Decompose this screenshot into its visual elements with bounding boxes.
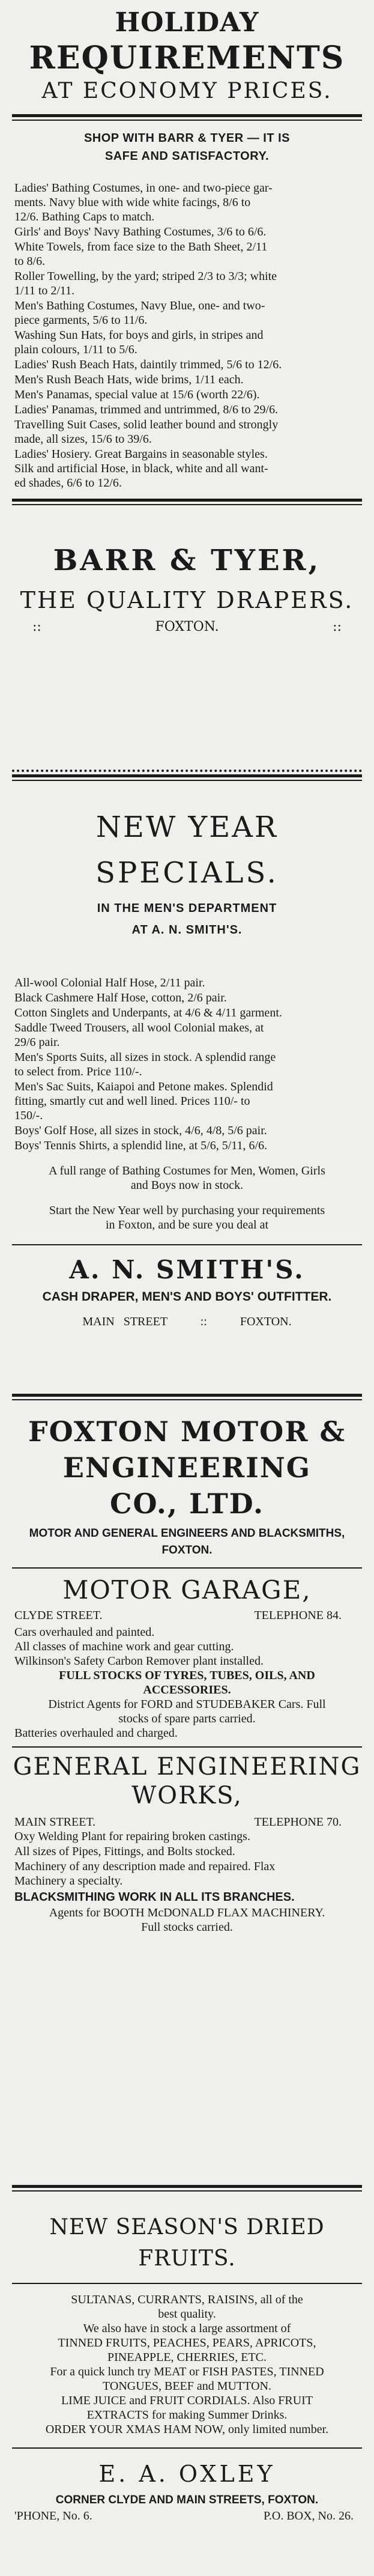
holiday-item — [14, 225, 366, 239]
dried-fruits-line: LIME JUICE and FRUIT CORDIALS. Also FRUIT — [61, 2394, 313, 2407]
new-year-item — [14, 991, 366, 1005]
dried-fruits-line: PINEAPPLE, CHERRIES, ETC. — [107, 2351, 267, 2364]
holiday-intro-line2: SAFE AND SATISFACTORY. — [104, 150, 270, 163]
holiday-item — [14, 447, 366, 490]
motor-garage-address-row — [8, 1608, 366, 1623]
foxton-motor-title-line3: CO., LTD. — [109, 1487, 265, 1520]
divider — [12, 774, 362, 781]
divider — [12, 114, 362, 121]
foxton-motor-title-line1: FOXTON MOTOR & — [28, 1415, 346, 1448]
holiday-item-line: Girls' and Boys' Navy Bathing Costumes, 3/6 to 6/6. — [14, 225, 267, 238]
holiday-item-line: Ladies' Rush Beach Hats, daintily trimmed, 5/6 to 12/6. — [14, 358, 282, 371]
new-year-item — [14, 1080, 366, 1123]
new-year-item-line: Men's Sac Suits, Kaiapoi and Petone makes. Splendid — [14, 1080, 273, 1093]
motor-garage-services — [8, 1625, 366, 1668]
holiday-item — [14, 402, 366, 417]
smith-tagline: CASH DRAPER, MEN'S AND BOYS' OUTFITTER. — [42, 1290, 332, 1304]
holiday-item — [14, 328, 366, 357]
holiday-intro-line1: SHOP WITH BARR & TYER — IT IS — [83, 132, 291, 145]
new-year-item — [14, 1138, 366, 1153]
works-item — [14, 1829, 366, 1844]
foxton-motor-town: FOXTON. — [161, 1544, 213, 1557]
foxton-motor-tagline: MOTOR AND GENERAL ENGINEERS AND BLACKSMITHS, — [29, 1527, 345, 1540]
holiday-item-line: 12/6. Bathing Caps to match. — [14, 210, 155, 223]
foxton-motor-ad — [8, 1400, 366, 2185]
holiday-item-line: 1/11 to 2/11. — [14, 284, 75, 297]
divider — [12, 2185, 362, 2192]
barr-tyer-name: BARR & TYER, — [53, 544, 321, 577]
motor-garage-street: CLYDE STREET. — [14, 1609, 103, 1622]
dried-fruits-line: TINNED FRUITS, PEACHES, PEARS, APRICOTS, — [58, 2336, 316, 2350]
new-year-ad — [8, 781, 366, 1394]
barr-tyer-town: FOXTON. — [155, 619, 219, 634]
holiday-item — [14, 299, 366, 327]
new-year-note-line: and Boys now in stock. — [130, 1179, 244, 1192]
new-year-item-line: Boys' Tennis Shirts, a splendid line, at 5/6, 5/11, 6/6. — [14, 1139, 268, 1152]
holiday-item-line: White Towels, from face size to the Bath Sheet, 2/11 — [14, 240, 268, 254]
works-title-line1: GENERAL ENGINEERING — [13, 1753, 361, 1781]
smith-name: A. N. SMITH'S. — [69, 1255, 305, 1284]
holiday-item-line: Ladies' Panamas, trimmed and untrimmed, 8/6 to 29/6. — [14, 403, 279, 416]
motor-garage-phone: TELEPHONE 84. — [254, 1609, 342, 1622]
holiday-item-line: ed shades, 6/6 to 12/6. — [14, 476, 122, 490]
divider — [12, 770, 362, 772]
oxley-box: P.O. BOX, No. 26. — [263, 2509, 354, 2523]
divider — [12, 499, 362, 505]
dried-fruits-ad — [8, 2192, 366, 2576]
holiday-item — [14, 240, 366, 269]
new-year-note-line: Start the New Year well by purchasing your requirements — [49, 1204, 325, 1217]
dots-ornament: :: — [333, 619, 342, 634]
barr-tyer-subtitle: THE QUALITY DRAPERS. — [20, 587, 354, 613]
barr-tyer-town-line — [8, 619, 366, 634]
works-blacksmith: BLACKSMITHING WORK IN ALL ITS BRANCHES. — [14, 1891, 295, 1904]
new-year-item-line: 150/-. — [14, 1109, 43, 1122]
holiday-title-line2: REQUIREMENTS — [29, 40, 345, 76]
holiday-item — [14, 181, 366, 224]
works-address-row — [8, 1815, 366, 1829]
works-agents-line: Agents for BOOTH McDONALD FLAX MACHINERY. — [49, 1906, 325, 1919]
divider — [12, 1394, 362, 1400]
new-year-note2 — [8, 1203, 366, 1232]
holiday-item-line: Roller Towelling, by the yard; striped 2/3 to 3/3; white — [14, 270, 277, 283]
divider — [12, 2283, 362, 2284]
new-year-note1 — [8, 1164, 366, 1192]
holiday-item-line: made, all sizes, 15/6 to 39/6. — [14, 433, 152, 446]
holiday-item — [14, 418, 366, 446]
holiday-item-line: Ladies' Hosiery. Great Bargains in seasonable styles. — [14, 448, 268, 461]
new-year-item — [14, 976, 366, 990]
new-year-item-line: to select from. Price 110/-. — [14, 1065, 142, 1078]
dried-fruits-text — [8, 2292, 366, 2437]
works-item — [14, 1844, 366, 1859]
oxley-address: CORNER CLYDE AND MAIN STREETS, FOXTON. — [55, 2494, 319, 2506]
holiday-title-line1: HOLIDAY — [115, 7, 259, 38]
works-agents — [8, 1906, 366, 1934]
new-year-item-line: Men's Sports Suits, all sizes in stock. A splendid range — [14, 1051, 276, 1064]
works-item — [14, 1859, 366, 1888]
new-year-title-line1: NEW YEAR — [95, 810, 279, 844]
works-agents-line: Full stocks carried. — [141, 1921, 233, 1934]
holiday-item — [14, 372, 366, 387]
works-street: MAIN STREET. — [14, 1815, 96, 1829]
holiday-item-line: ments. Navy blue with wide white facings, 8/6 to — [14, 196, 251, 209]
barr-tyer-ad — [8, 505, 366, 770]
divider — [12, 2447, 362, 2449]
new-year-item-list — [8, 976, 366, 1153]
dried-fruits-line: EXTRACTS for making Summer Drinks. — [86, 2408, 288, 2422]
new-year-item — [14, 1021, 366, 1050]
smith-address — [8, 1315, 366, 1329]
dots-ornament: :: — [32, 619, 41, 634]
holiday-item-line: Men's Bathing Costumes, Navy Blue, one- and two- — [14, 299, 265, 312]
new-year-item — [14, 1050, 366, 1079]
holiday-item-line: Men's Panamas, special value at 15/6 (worth 22/6). — [14, 388, 260, 401]
new-year-note-line: in Foxton, and be sure you deal at — [105, 1218, 269, 1232]
holiday-item-line: to 8/6. — [14, 255, 46, 268]
new-year-sub1: IN THE MEN'S DEPARTMENT — [97, 902, 277, 915]
new-year-item-line: fitting, smartly cut and well lined. Prices 110/- to — [14, 1095, 250, 1108]
holiday-ad — [8, 0, 366, 499]
motor-garage-stock — [8, 1668, 366, 1697]
dried-fruits-line: We also have in stock a large assortment of — [83, 2322, 291, 2335]
divider — [12, 1567, 362, 1569]
holiday-item-line: Travelling Suit Cases, solid leather bound and strongly — [14, 418, 279, 431]
oxley-name: E. A. OXLEY — [98, 2461, 276, 2487]
new-year-item-line: 29/6 pair. — [14, 1036, 60, 1049]
works-item-line: Machinery of any description made and repaired. Flax — [14, 1860, 276, 1873]
works-title-line2: WORKS, — [131, 1782, 243, 1809]
holiday-title-line3: AT ECONOMY PRICES. — [41, 79, 333, 103]
works-item-line: All sizes of Pipes, Fittings, and Bolts stocked. — [14, 1845, 235, 1858]
works-services — [8, 1829, 366, 1888]
divider — [12, 1746, 362, 1748]
holiday-item-line: Ladies' Bathing Costumes, in one- and two-piece gar- — [14, 181, 273, 195]
new-year-item-line: Cotton Singlets and Underpants, at 4/6 & 4/11 garment. — [14, 1006, 282, 1019]
holiday-item-line: Men's Rush Beach Hats, wide brims, 1/11 each. — [14, 373, 244, 386]
foxton-motor-title-line2: ENGINEERING — [62, 1451, 312, 1484]
garage-agents-line: District Agents for FORD and STUDEBAKER Cars. Full — [48, 1698, 326, 1711]
garage-service-line: Cars overhauled and painted. — [14, 1626, 155, 1639]
holiday-item — [14, 357, 366, 372]
new-year-note-line: A full range of Bathing Costumes for Men, Women, Girls — [49, 1164, 325, 1177]
garage-service-line: Wilkinson's Safety Carbon Remover plant installed. — [14, 1654, 264, 1668]
new-year-item — [14, 1123, 366, 1138]
dried-fruits-line: TONGUES, BEEF and MUTTON. — [103, 2380, 271, 2393]
new-year-sub2: AT A. N. SMITH'S. — [131, 923, 243, 937]
smith-street: MAIN STREET — [82, 1315, 167, 1328]
garage-service-line: All classes of machine work and gear cutting. — [14, 1640, 234, 1653]
new-year-item-line: Black Cashmere Half Hose, cotton, 2/6 pair. — [14, 991, 227, 1004]
holiday-item-line: Washing Sun Hats, for boys and girls, in stripes and — [14, 329, 264, 342]
holiday-item-line: plain colours, 1/11 to 5/6. — [14, 343, 137, 356]
divider — [12, 1244, 362, 1245]
holiday-item — [14, 387, 366, 402]
dried-fruits-line: For a quick lunch try MEAT or FISH PASTES, TINNED — [50, 2365, 324, 2378]
garage-agents-line: stocks of spare parts carried. — [118, 1712, 256, 1725]
holiday-item-list — [8, 181, 366, 490]
motor-garage-title: MOTOR GARAGE, — [62, 1575, 312, 1605]
dots-ornament: :: — [200, 1315, 207, 1328]
works-phone: TELEPHONE 70. — [254, 1815, 342, 1829]
dried-fruits-line: SULTANAS, CURRANTS, RAISINS, all of the — [71, 2293, 303, 2306]
motor-garage-batteries: Batteries overhauled and charged. — [14, 1727, 178, 1740]
new-year-item — [14, 1006, 366, 1020]
holiday-item-line: Silk and artificial Hose, in black, white and all want- — [14, 462, 268, 475]
new-year-title-line2: SPECIALS. — [95, 856, 279, 890]
garage-stock-line: FULL STOCKS OF TYRES, TUBES, OILS, AND — [59, 1669, 315, 1682]
dried-fruits-line: ORDER YOUR XMAS HAM NOW, only limited number. — [45, 2423, 329, 2436]
motor-garage-agents — [8, 1697, 366, 1726]
smith-town: FOXTON. — [240, 1315, 292, 1328]
holiday-item — [14, 269, 366, 298]
works-item-line: Machinery a specialty. — [14, 1874, 123, 1888]
garage-stock-line: ACCESSORIES. — [143, 1683, 231, 1697]
oxley-phone: 'PHONE, No. 6. — [14, 2509, 92, 2523]
oxley-contact-row — [8, 2509, 366, 2523]
new-year-item-line: Saddle Tweed Trousers, all wool Colonial makes, at — [14, 1021, 264, 1034]
dried-fruits-title: NEW SEASON'S DRIED FRUITS. — [49, 2215, 325, 2271]
holiday-item-line: piece garments, 5/6 to 11/6. — [14, 314, 148, 327]
new-year-item-line: Boys' Golf Hose, all sizes in stock, 4/6, 4/8, 5/6 pair. — [14, 1124, 267, 1137]
new-year-item-line: All-wool Colonial Half Hose, 2/11 pair. — [14, 976, 205, 989]
dried-fruits-line: best quality. — [158, 2307, 216, 2321]
works-item-line: Oxy Welding Plant for repairing broken castings. — [14, 1830, 250, 1843]
